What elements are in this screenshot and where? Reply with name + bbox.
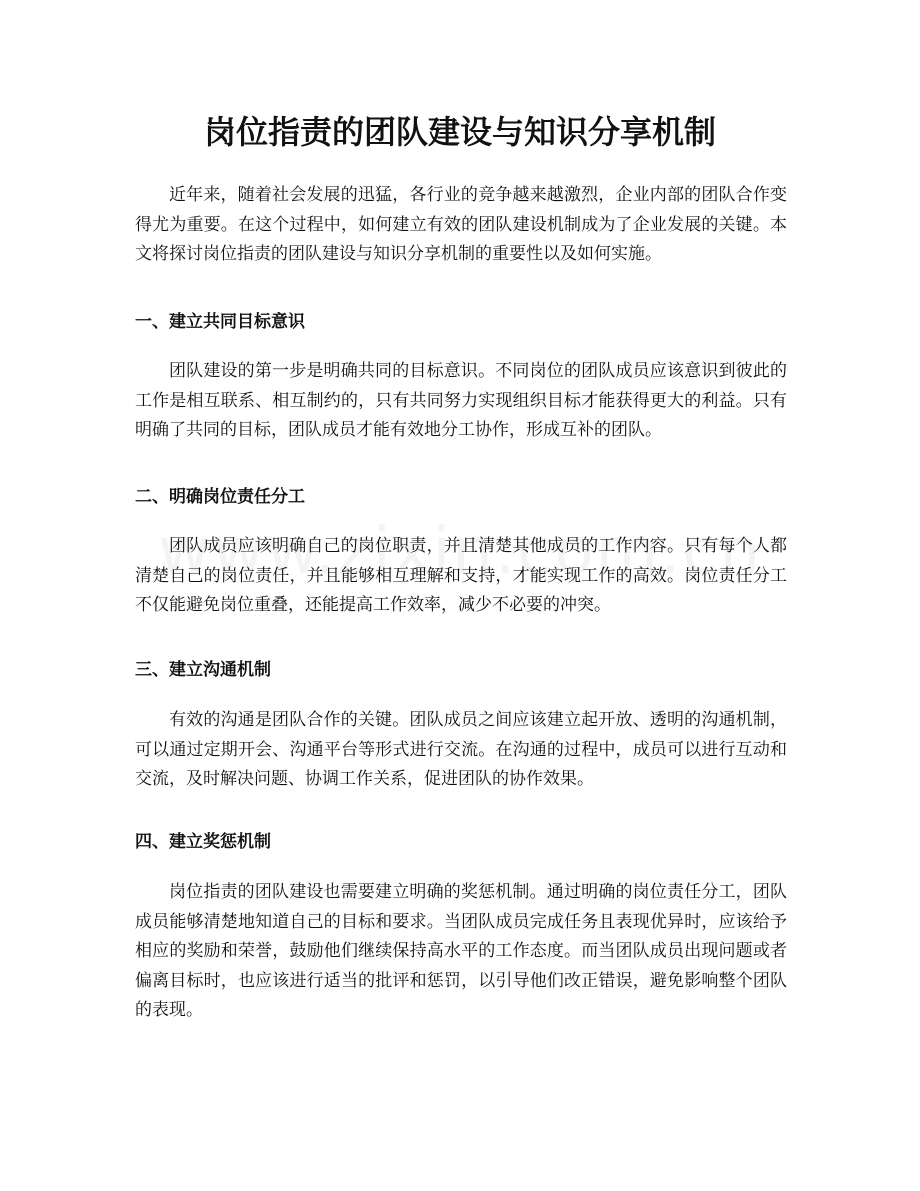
section-4-heading: 四、建立奖惩机制: [135, 832, 271, 852]
section-1-heading: 一、建立共同目标意识: [135, 312, 305, 332]
section-4-paragraph: 岗位指责的团队建设也需要建立明确的奖惩机制。通过明确的岗位责任分工，团队成员能够清楚地知道自己的目标和要求。当团队成员完成任务且表现优异时，应该给予相应的奖励和荣誉，鼓励他们继续保持高水平的工作态度。而当团队成员出现问题或者偏离目标时，也应该进行适当的批评和惩罚，以引导他们改正错误，避免影响整个团队的表现。: [135, 882, 787, 1020]
intro-paragraph: 近年来，随着社会发展的迅猛，各行业的竞争越来越激烈，企业内部的团队合作变得尤为重要。在这个过程中，如何建立有效的团队建设机制成为了企业发展的关键。本文将探讨岗位指责的团队建设与知识分享机制的重要性以及如何实施。: [135, 185, 787, 264]
section-3-heading: 三、建立沟通机制: [135, 660, 271, 680]
section-2-heading: 二、明确岗位责任分工: [135, 487, 305, 507]
document-title: 岗位指责的团队建设与知识分享机制: [203, 113, 716, 151]
section-1-paragraph: 团队建设的第一步是明确共同的目标意识。不同岗位的团队成员应该意识到彼此的工作是相互联系、相互制约的，只有共同努力实现组织目标才能获得更大的利益。只有明确了共同的目标，团队成员才能有效地分工协作，形成互补的团队。: [135, 361, 787, 440]
section-3-paragraph: 有效的沟通是团队合作的关键。团队成员之间应该建立起开放、透明的沟通机制，可以通过定期开会、沟通平台等形式进行交流。在沟通的过程中，成员可以进行互动和交流，及时解决问题、协调工作关系，促进团队的协作效果。: [135, 710, 787, 789]
section-2-paragraph: 团队成员应该明确自己的岗位职责，并且清楚其他成员的工作内容。只有每个人都清楚自己的岗位责任，并且能够相互理解和支持，才能实现工作的高效。岗位责任分工不仅能避免岗位重叠，还能提高工作效率，减少不必要的冲突。: [135, 536, 787, 615]
